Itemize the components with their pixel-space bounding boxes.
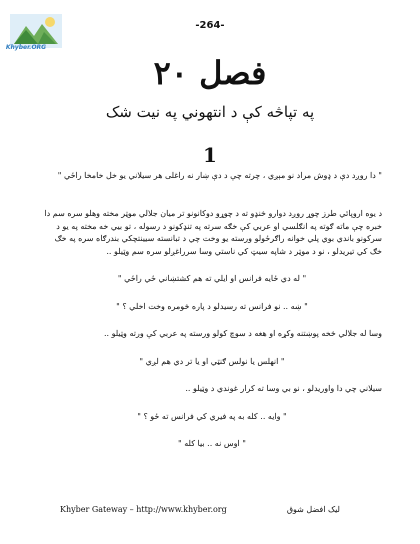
dialog-line: " وايه .. کله به په فيري کي فرانس ته ځو ؟ " xyxy=(137,411,287,421)
dialog-line: " ښه .. نو فرانس ته رسيدلو د پاره څومره وخت اخلي ؟ " xyxy=(116,301,308,311)
body-text xyxy=(42,170,382,451)
dialog-line: " له دي ځايه فرانس او ايلي ته هم کشتښاني ځي راځي " xyxy=(117,274,307,283)
chapter-title: فصل ۲۰ xyxy=(153,54,267,92)
narration-line: سيلاني چي دا واوريدلو ، نو بي وسا ته کرار غوندي د وټيلو .. xyxy=(185,384,382,393)
page-number: -264- xyxy=(195,20,225,31)
paragraph-intro: " دا روږد دې د ډوش مراد نو مېږي ، چرته چې د دې ښار نه راغلى هر سيلاني يو خل خامخا راځي " xyxy=(57,171,382,180)
dialog-line: " انهلس يا نولس ګنټي او يا تر دي هم لږي " xyxy=(139,356,285,366)
paragraph-narrative: د يوه اروپائي طرز چوړ روږد دوارو څنډو ته د چوړو دوکانونو تر ميان جلالي موټر مخته وهلو سره سم دا خبره چې ماته ګوته په انګلسي او عربي کې خګه سرته په تنډکونو د رسوله ، تو بيي خه مخته په يو د سرکونو باندي بوي پلي خوانه راګرځولو ورسته يو وخت چي د تبانسته سيينتچکي بندرګاه سره په خګ خګ کي تيريدلو ، نو د موټر د شاپه سيټ کي ناستي وسا سرراغږلو سره سم وټيلو .. xyxy=(44,209,382,256)
section-number: 1 xyxy=(203,143,217,167)
narration-line: وسا له جلالي څخه پوښتنه وکړه او هغه د سوچ کولو ورسته په عربي کې ورته وټيلو .. xyxy=(104,329,382,338)
chapter-subtitle: په تپاڅه کې د انتهوني په نيت شک xyxy=(105,103,315,121)
footer xyxy=(0,505,420,519)
mountain-logo-icon xyxy=(10,14,62,58)
dialog-line: " اوس نه .. بيا کله " xyxy=(178,439,246,448)
footer-website[interactable]: Khyber Gateway – http://www.khyber.org xyxy=(60,505,227,514)
footer-author: ليک افضل شوق xyxy=(286,505,340,514)
logo-text: Khyber.ORG xyxy=(5,44,47,51)
